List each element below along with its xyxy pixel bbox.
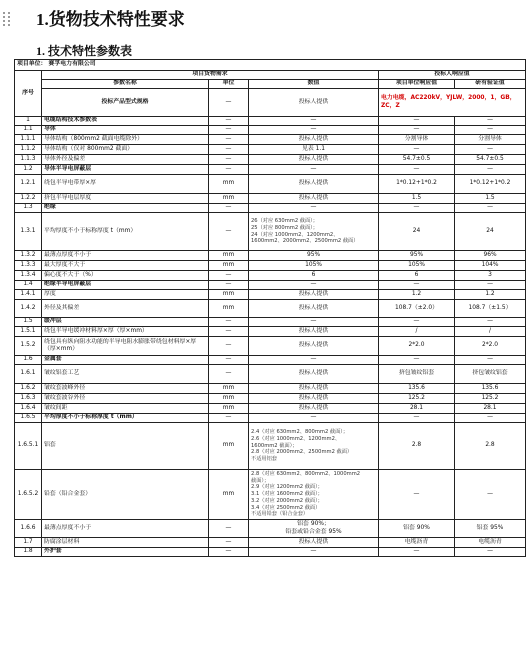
cell-resp: — <box>379 414 455 423</box>
cell-verify: 54.7±0.5 <box>455 155 526 165</box>
cell-seq: 1.6.1 <box>15 365 42 384</box>
cell-unit: mm <box>209 394 249 404</box>
cell-resp: — <box>379 548 455 557</box>
table-row <box>15 126 526 135</box>
cell-param: 绕包具有纵向阻水功能的半导电阻水膨胀带绕包材料厚×厚（厚×mm） <box>42 337 209 356</box>
cell-resp: 125.2 <box>379 394 455 404</box>
header-resp: 项目单位响应值 <box>379 80 455 89</box>
cell-param: 导体半导电屏蔽层 <box>42 165 209 175</box>
cell-unit: — <box>209 520 249 538</box>
cell-seq: 1.6.6 <box>15 520 42 538</box>
header-unit: 单位 <box>209 80 249 89</box>
cell-resp: — <box>379 281 455 290</box>
cell-param: 金属套 <box>42 356 209 365</box>
cell-param: 绝缘 <box>42 204 209 213</box>
cell-param: 最薄点厚度不小于 <box>42 520 209 538</box>
cell-param: 绕包半导电缓冲材料厚×厚（厚×mm） <box>42 327 209 337</box>
note-line: 2.8（对应 2000mm2、2500mm2 截面） <box>251 449 353 456</box>
cell-unit: mm <box>209 423 249 470</box>
table-row <box>15 356 526 365</box>
cell-value-note <box>249 213 379 251</box>
cell-value: 6 <box>249 271 379 281</box>
cell-seq: 1.1.2 <box>15 145 42 155</box>
cell-value: 铝套 90%； 铅套或铅合金套 95% <box>249 520 379 538</box>
cell-resp: 1.2 <box>379 290 455 300</box>
cell-value: 95% <box>249 251 379 261</box>
cell-unit: — <box>209 117 249 126</box>
table-row <box>15 271 526 281</box>
table-row <box>15 135 526 145</box>
table-row <box>15 470 526 520</box>
cell-value: 投标人提供 <box>249 384 379 394</box>
cell-resp: — <box>379 126 455 135</box>
cell-value: 投标人提供 <box>249 538 379 548</box>
cell-value: 投标人提供 <box>249 194 379 204</box>
cell-param: 导体外径及偏差 <box>42 155 209 165</box>
cell-value: 见表 1.1 <box>249 145 379 155</box>
note-line: 2.8（对应 630mm2、800mm2、1000mm2 <box>251 470 361 477</box>
cell-seq: 1.6.3 <box>15 394 42 404</box>
table-row <box>15 204 526 213</box>
cell-seq: 1.7 <box>15 538 42 548</box>
cell-value: 投标人提供 <box>249 327 379 337</box>
cell-seq: 1.4.2 <box>15 300 42 318</box>
cell-unit: — <box>209 356 249 365</box>
table-row <box>15 175 526 194</box>
table-row <box>15 117 526 126</box>
table-row <box>15 251 526 261</box>
cell-verify: — <box>455 145 526 155</box>
cell-resp: — <box>379 356 455 365</box>
cell-param: 导体 <box>42 126 209 135</box>
table-row <box>15 384 526 394</box>
cell-value-note <box>249 423 379 470</box>
table-row <box>15 394 526 404</box>
cell-resp: — <box>379 165 455 175</box>
table-row <box>15 548 526 557</box>
note-line: 3.1（对应 1600mm2 截面）； <box>251 491 323 498</box>
table-row <box>15 414 526 423</box>
cell-seq: 1.6.5 <box>15 414 42 423</box>
table-row <box>15 165 526 175</box>
note-line: 26（对应 630mm2 截面）； <box>251 218 318 224</box>
cell-param: 铝套 <box>42 423 209 470</box>
cell-resp: — <box>379 117 455 126</box>
cell-unit: mm <box>209 261 249 271</box>
cell-verify: — <box>455 318 526 327</box>
cell-seq: 1.2.1 <box>15 175 42 194</box>
cell-seq: 1.2.2 <box>15 194 42 204</box>
cell-resp: — <box>379 318 455 327</box>
cell-param: 铅套（铅合金套） <box>42 470 209 520</box>
table-row <box>15 404 526 414</box>
cell-param: 防腐涂层材料 <box>42 538 209 548</box>
cell-verify: — <box>455 414 526 423</box>
cell-unit: mm <box>209 194 249 204</box>
cell-value: 投标人提供 <box>249 337 379 356</box>
cell-resp: 1*0.12+1*0.2 <box>379 175 455 194</box>
product-model-row <box>15 89 526 117</box>
cell-resp: 135.6 <box>379 384 455 394</box>
cell-resp: 95% <box>379 251 455 261</box>
cell-verify: — <box>455 117 526 126</box>
table-row <box>15 520 526 538</box>
header-row-groups <box>15 71 526 80</box>
cell-unit: — <box>209 165 249 175</box>
table-row <box>15 213 526 251</box>
cell-seq: 1.1.1 <box>15 135 42 145</box>
section-heading: 1. 技术特性参数表 <box>36 44 133 58</box>
cell-seq: 1.2 <box>15 165 42 175</box>
cell-resp: — <box>379 204 455 213</box>
cell-resp: — <box>379 470 455 520</box>
cell-resp: 108.7（±2.0） <box>379 300 455 318</box>
cell-verify: 135.6 <box>455 384 526 394</box>
cell-value: — <box>249 117 379 126</box>
cell-resp: 分割导体 <box>379 135 455 145</box>
cell-seq: 1.3.1 <box>15 213 42 251</box>
cell-verify: / <box>455 327 526 337</box>
cell-resp: 挤包皱纹铝套 <box>379 365 455 384</box>
header-req-group: 项目货物需求 <box>42 71 379 80</box>
cell-resp: 24 <box>379 213 455 251</box>
cell-value: 投标人提供 <box>249 365 379 384</box>
cell-verify: 分割导体 <box>455 135 526 145</box>
cell-unit: mm <box>209 290 249 300</box>
cell-param: 平均厚度不小于标称厚度 t（mm） <box>42 414 209 423</box>
cell-seq: 1.5 <box>15 318 42 327</box>
cell-unit: — <box>209 281 249 290</box>
note-line: 2.6（对应 1000mm2、1200mm2、 <box>251 435 341 442</box>
cell-unit: — <box>209 327 249 337</box>
cell-seq: 1.3.3 <box>15 261 42 271</box>
cell-unit: mm <box>209 175 249 194</box>
note-line: 24（对应 1000mm2、1200mm2、 <box>251 231 339 238</box>
cell-verify: — <box>455 204 526 213</box>
cell-value: 投标人提供 <box>249 290 379 300</box>
cell-verify: 28.1 <box>455 404 526 414</box>
cell-verify: — <box>455 126 526 135</box>
note-line: 1600mm2、2000mm2、2500mm2 截面） <box>251 238 359 245</box>
cell-param: 导体结构（800mm2 截面电缆除外） <box>42 135 209 145</box>
cell-seq: 1.6.5.2 <box>15 470 42 520</box>
cell-unit: — <box>209 155 249 165</box>
cell-unit: — <box>209 538 249 548</box>
table-row <box>15 365 526 384</box>
cell-param: 外护套 <box>42 548 209 557</box>
cell-value: 投标人提供 <box>249 404 379 414</box>
product-model-value: 电力电缆，AC220kV，YJLW，2000，1，GB，ZC，Z <box>379 89 526 117</box>
cell-resp: 2.8 <box>379 423 455 470</box>
cell-seq: 1.3.2 <box>15 251 42 261</box>
cell-value: — <box>249 126 379 135</box>
cell-verify: 2.8 <box>455 423 526 470</box>
cell-resp: / <box>379 327 455 337</box>
cell-seq: 1.5.1 <box>15 327 42 337</box>
cell-seq: 1.1.3 <box>15 155 42 165</box>
note-line: 不适用铝套 <box>251 456 277 463</box>
cell-seq: 1.6 <box>15 356 42 365</box>
cell-seq: 1.1 <box>15 126 42 135</box>
cell-resp: 105% <box>379 261 455 271</box>
page-heading: 1.货物技术特性要求 <box>36 10 185 29</box>
note-line: 截面）； <box>251 477 270 484</box>
cell-param: 绝缘半导电屏蔽层 <box>42 281 209 290</box>
cell-unit: — <box>209 318 249 327</box>
cell-param: 皱纹铝套工艺 <box>42 365 209 384</box>
cell-verify: — <box>455 165 526 175</box>
product-model-label: 投标产品型式规格 <box>42 89 209 117</box>
table-row <box>15 261 526 271</box>
cell-value: 投标人提供 <box>249 394 379 404</box>
cell-param: 皱纹套波峰外径 <box>42 384 209 394</box>
cell-verify: — <box>455 548 526 557</box>
cell-seq: 1.6.4 <box>15 404 42 414</box>
cell-param: 偏心度不大于（%） <box>42 271 209 281</box>
product-model-unit: — <box>209 89 249 117</box>
cell-param: 缓冲层 <box>42 318 209 327</box>
table-row <box>15 290 526 300</box>
note-line: 3.2（对应 2000mm2 截面）； <box>251 497 323 504</box>
table-row <box>15 300 526 318</box>
cell-unit: mm <box>209 300 249 318</box>
table-row <box>15 327 526 337</box>
cell-seq: 1.5.2 <box>15 337 42 356</box>
cell-param: 厚度 <box>42 290 209 300</box>
table-row <box>15 194 526 204</box>
cell-unit: mm <box>209 470 249 520</box>
cell-param: 皱纹套波谷外径 <box>42 394 209 404</box>
spec-table <box>14 59 526 557</box>
cell-value: — <box>249 356 379 365</box>
cell-resp: — <box>379 145 455 155</box>
cell-verify: — <box>455 281 526 290</box>
note-line: 1600mm2 截面）； <box>251 442 298 449</box>
cell-unit: mm <box>209 251 249 261</box>
cell-param: 皱纹间距 <box>42 404 209 414</box>
table-row <box>15 337 526 356</box>
cell-param: 外径及其偏差 <box>42 300 209 318</box>
cell-value: — <box>249 204 379 213</box>
cell-resp: 铝套 90% <box>379 520 455 538</box>
cell-unit: — <box>209 365 249 384</box>
cell-seq: 1.8 <box>15 548 42 557</box>
table-row <box>15 538 526 548</box>
table-row <box>15 423 526 470</box>
cell-param: 最大厚度不大于 <box>42 261 209 271</box>
cell-verify: — <box>455 356 526 365</box>
cell-verify: 24 <box>455 213 526 251</box>
cell-value-note <box>249 470 379 520</box>
project-unit: 项目单位： 赛孚电力有限公司 <box>15 60 526 71</box>
cell-seq: 1.4.1 <box>15 290 42 300</box>
cell-param: 导体结构（仅对 800mm2 截面） <box>42 145 209 155</box>
cell-value: — <box>249 281 379 290</box>
cell-value: 投标人提供 <box>249 175 379 194</box>
cell-verify: 3 <box>455 271 526 281</box>
cell-value: 投标人提供 <box>249 300 379 318</box>
cell-resp: 28.1 <box>379 404 455 414</box>
cell-value: — <box>249 548 379 557</box>
note-line: 2.4（对应 630mm2、800mm2 截面）； <box>251 429 349 436</box>
project-unit-row <box>15 60 526 71</box>
table-row <box>15 155 526 165</box>
cell-verify: 104% <box>455 261 526 271</box>
header-value: 数值 <box>249 80 379 89</box>
table-row <box>15 281 526 290</box>
cell-unit: — <box>209 414 249 423</box>
note-line: 3.4（对应 2500mm2 截面） <box>251 504 321 511</box>
cell-verify: 125.2 <box>455 394 526 404</box>
cell-value: — <box>249 165 379 175</box>
header-param: 参数名称 <box>42 80 209 89</box>
header-row-columns <box>15 80 526 89</box>
cell-verify: 铝套 95% <box>455 520 526 538</box>
cell-verify: 2*2.0 <box>455 337 526 356</box>
cell-verify: 96% <box>455 251 526 261</box>
cell-param: 最薄点厚度不小于 <box>42 251 209 261</box>
cell-verify: — <box>455 470 526 520</box>
cell-unit: — <box>209 204 249 213</box>
cell-param: 挤包半导电层厚度 <box>42 194 209 204</box>
cell-resp: 1.5 <box>379 194 455 204</box>
header-bid-group: 投标人响应值 <box>379 71 526 80</box>
cell-seq: 1.3.4 <box>15 271 42 281</box>
cell-value: — <box>249 318 379 327</box>
cell-value: — <box>249 414 379 423</box>
table-row <box>15 318 526 327</box>
cell-unit: — <box>209 213 249 251</box>
cell-verify: 1*0.12+1*0.2 <box>455 175 526 194</box>
note-line: 不适用铅套（铅合金套） <box>251 511 309 518</box>
cell-unit: — <box>209 548 249 557</box>
product-model-provide: 投标人提供 <box>249 89 379 117</box>
cell-seq: 1 <box>15 117 42 126</box>
cell-value: 投标人提供 <box>249 155 379 165</box>
cell-unit: — <box>209 135 249 145</box>
cell-resp: 6 <box>379 271 455 281</box>
cell-value: 105% <box>249 261 379 271</box>
cell-unit: — <box>209 126 249 135</box>
cell-unit: — <box>209 337 249 356</box>
cell-unit: — <box>209 271 249 281</box>
cell-unit: mm <box>209 384 249 394</box>
cell-seq: 1.3 <box>15 204 42 213</box>
cell-param: 绕包半导电带厚×厚 <box>42 175 209 194</box>
cell-verify: 1.5 <box>455 194 526 204</box>
cell-seq: 1.6.2 <box>15 384 42 394</box>
cell-resp: 电缆沥青 <box>379 538 455 548</box>
cell-verify: 电缆沥青 <box>455 538 526 548</box>
cell-resp: 54.7±0.5 <box>379 155 455 165</box>
drag-handle-icon[interactable] <box>3 12 13 26</box>
cell-resp: 2*2.0 <box>379 337 455 356</box>
cell-verify: 1.2 <box>455 290 526 300</box>
note-line: 25（对应 800mm2 截面）； <box>251 224 318 231</box>
note-line: 2.9（对应 1200mm2 截面）； <box>251 484 323 491</box>
cell-seq: 1.4 <box>15 281 42 290</box>
header-seq: 序号 <box>15 71 42 117</box>
cell-param: 电缆结构技术参数表 <box>42 117 209 126</box>
cell-unit: mm <box>209 404 249 414</box>
cell-verify: 108.7（±1.5） <box>455 300 526 318</box>
cell-seq: 1.6.5.1 <box>15 423 42 470</box>
cell-unit: — <box>209 145 249 155</box>
table-row <box>15 145 526 155</box>
cell-param: 平均厚度不小于标称厚度 t（mm） <box>42 213 209 251</box>
cell-value: 投标人提供 <box>249 135 379 145</box>
cell-verify: 挤包皱纹铝套 <box>455 365 526 384</box>
header-verify: 研有验证值 <box>455 80 526 89</box>
